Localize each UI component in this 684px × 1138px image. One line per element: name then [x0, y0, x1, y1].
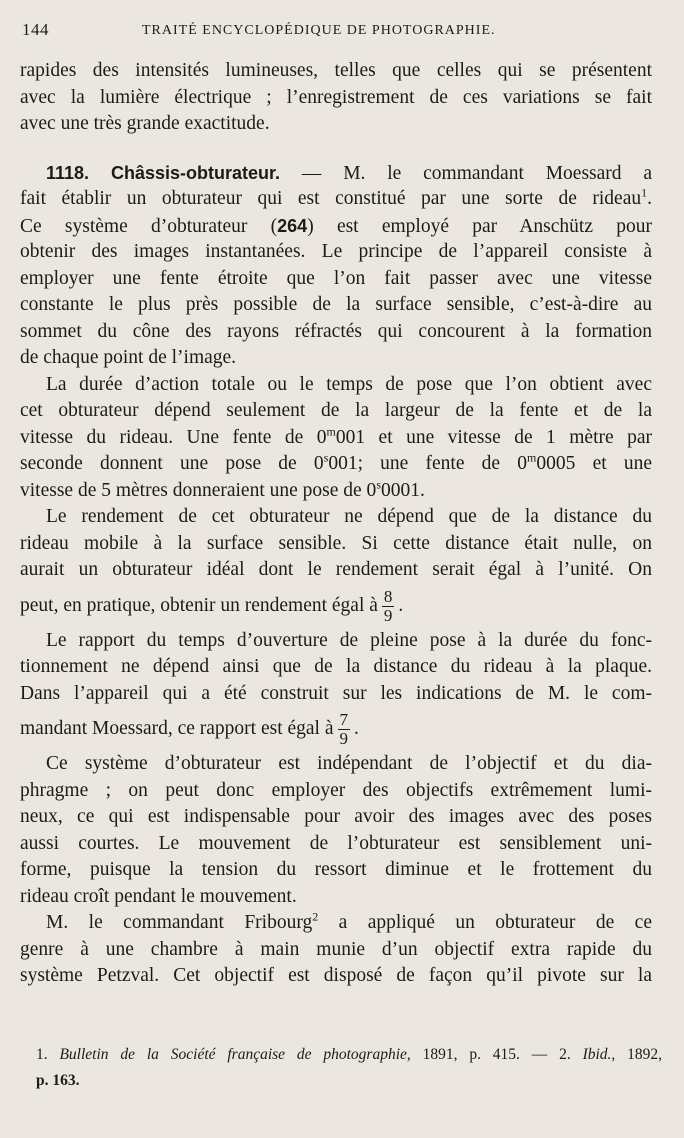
body-text — [20, 58, 652, 990]
text-line: aurait un obturateur idéal dont le rendement serait égal à l’unité. On — [20, 559, 652, 580]
footnote-ref: 2 — [312, 909, 319, 924]
text-line: genre à une chambre à main munie d’un objectif extra rapide du — [20, 938, 652, 960]
text-line: rapides des intensités lumineuses, telles que celles qui se présentent — [20, 60, 652, 81]
footnote: 1. Bulletin de la Société française de photographie, 1891, p. 415. — 2. Ibid., 1892, — [36, 1046, 663, 1063]
text-line: obtenir des images instantanées. Le principe de l’appareil consiste à — [20, 241, 652, 262]
text-line: avec une très grande exactitude. — [20, 113, 270, 134]
text-line: avec la lumière électrique ; l’enregistrement de ces variations se fait — [20, 86, 652, 108]
page-number: 144 — [22, 20, 49, 39]
text-line: vitesse du rideau. Une fente de 0$^m$001 et une vitesse de 1 mètre par — [20, 424, 652, 448]
text-line: forme, puisque la tension du ressort diminue et le frottement du — [20, 859, 652, 880]
text-line: fait établir un obturateur qui est constitué par une sorte de rideau$^1$. — [20, 185, 652, 209]
text-line: de chaque point de l’image. — [20, 347, 237, 368]
section-heading-line: 1118. Châssis-obturateur. — M. le commandant Moessard a — [46, 162, 652, 184]
text-line: sommet du cône des rayons réfractés qui concourent à la formation — [20, 320, 652, 342]
text-line: Ce système d’obturateur (264) est employé par Anschütz pour — [20, 215, 653, 237]
text-line: La durée d’action totale ou le temps de pose que l’on obtient avec — [46, 373, 652, 395]
section-heading: 1118. Châssis-obturateur. — [46, 162, 281, 183]
footnotes — [36, 1042, 662, 1094]
figure-ref: 264 — [277, 215, 308, 236]
text-line: constante le plus près possible de la surface sensible, c’est-à-dire au — [20, 294, 652, 315]
text-line: phragme ; on peut donc employer des objectifs extrêmement lumi- — [20, 779, 652, 801]
text-line: peut, en pratique, obtenir un rendement égal à $\frac{8}{9}$ . — [20, 586, 404, 625]
text-line: vitesse de 5 mètres donneraient une pose de 0$^s$0001. — [20, 477, 425, 501]
fraction: $\frac{7}{9}$ — [339, 710, 349, 749]
footnote-ref: 1 — [641, 185, 648, 200]
text-line: employer une fente étroite que l’on fait passer avec une vitesse — [20, 267, 652, 289]
text-line: cet obturateur dépend seulement de la largeur de la fente et de la — [20, 400, 652, 421]
running-title: TRAITÉ ENCYCLOPÉDIQUE DE PHOTOGRAPHIE. — [142, 23, 496, 38]
text-line: Le rendement de cet obturateur ne dépend que de la distance du — [46, 506, 652, 527]
footnote: p. 163. — [36, 1072, 80, 1089]
text-line: tionnement ne dépend ainsi que de la distance du rideau à la plaque. — [20, 656, 652, 677]
text-line: mandant Moessard, ce rapport est égal à $\frac{7}{9}$ . — [20, 710, 359, 749]
fraction: $\frac{8}{9}$ — [383, 586, 393, 625]
text-line: Ce système d’obturateur est indépendant de l’objectif et du dia- — [46, 753, 652, 774]
text-line: Dans l’appareil qui a été construit sur les indications de M. le com- — [20, 682, 652, 704]
text-line: rideau croît pendant le mouvement. — [20, 885, 297, 907]
text-line: aussi courtes. Le mouvement de l’obturateur est sensiblement uni- — [20, 832, 652, 854]
text-line: Le rapport du temps d’ouverture de pleine pose à la durée du fonc- — [46, 629, 652, 651]
text-line: seconde donnent une pose de 0$^s$001; une fente de 0$^m$0005 et une — [20, 450, 652, 474]
text-line: système Petzval. Cet objectif est disposé de façon qu’il pivote sur la — [20, 965, 652, 986]
running-head — [22, 20, 658, 46]
text-line: rideau mobile à la surface sensible. Si cette distance était nulle, on — [20, 532, 652, 554]
text-line: neux, ce qui est indispensable pour avoir des images avec des poses — [20, 806, 652, 827]
text-line: M. le commandant Fribourg$^2$ a appliqué un obturateur de ce — [46, 909, 652, 933]
